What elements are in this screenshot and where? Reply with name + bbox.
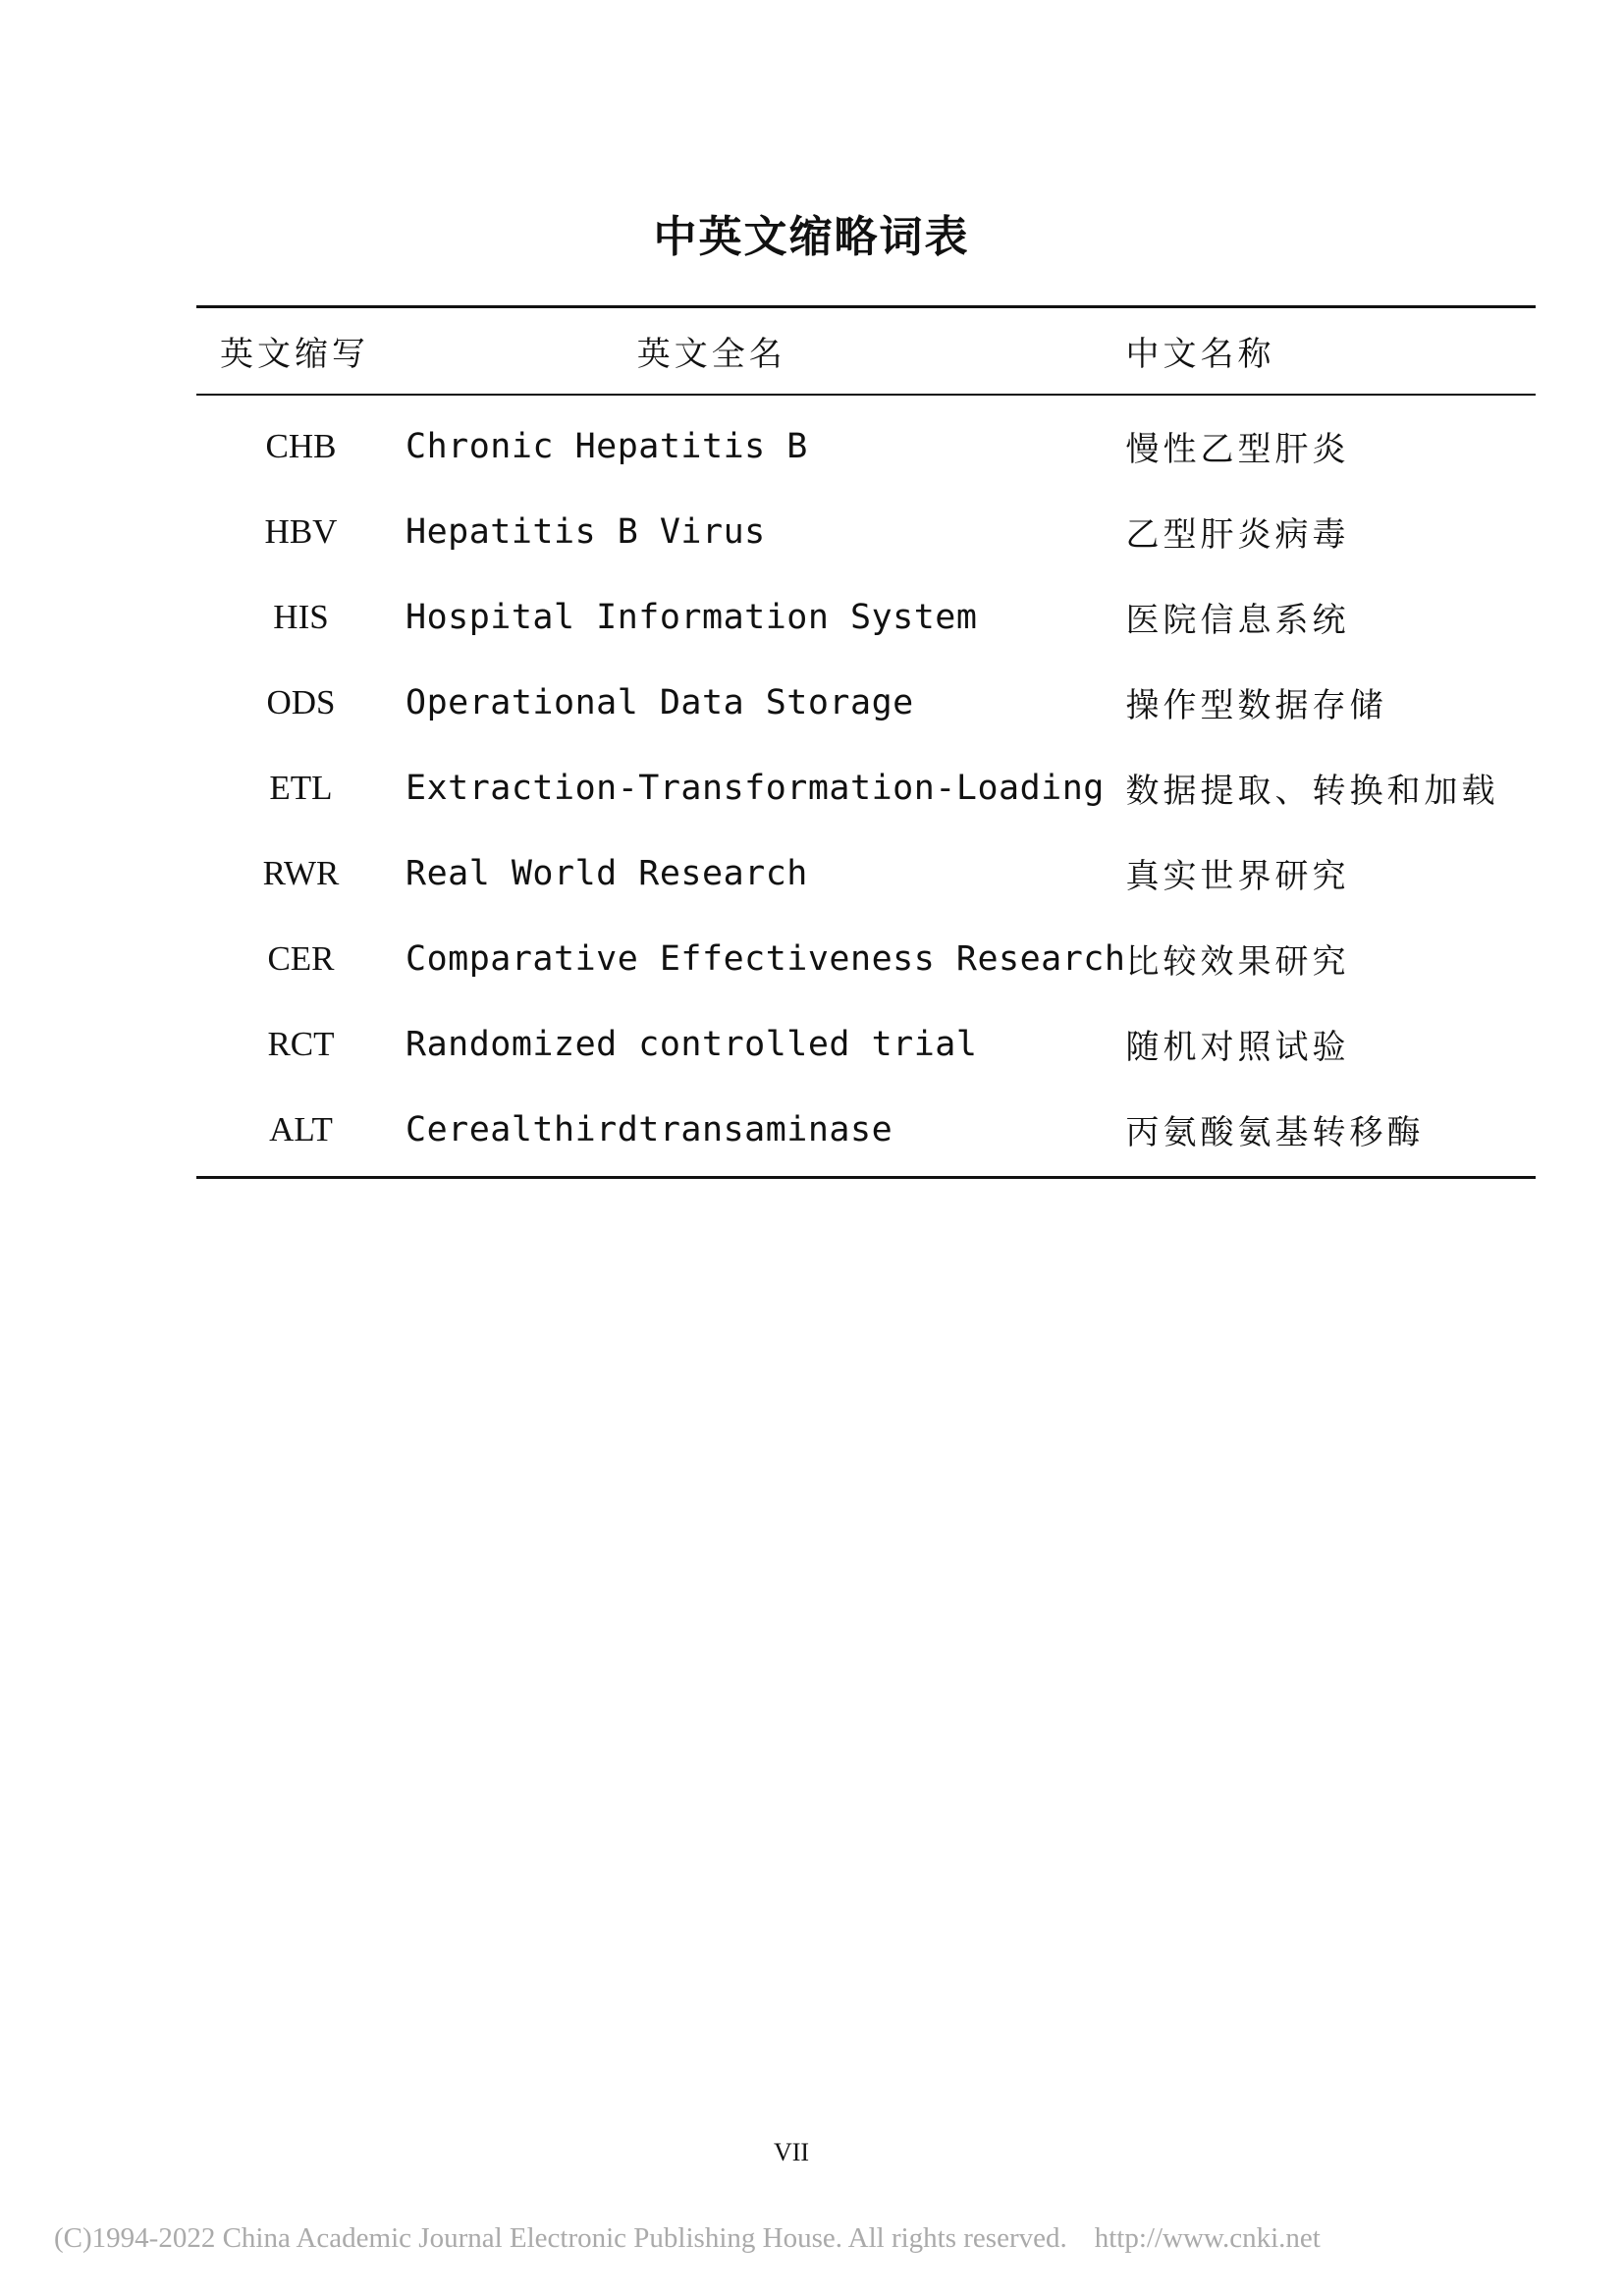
copyright-footer <box>54 2222 1321 2255</box>
row-full-name: Operational Data Storage <box>406 682 914 722</box>
table-row <box>196 1087 1536 1178</box>
row-abbreviation: CER <box>267 938 335 978</box>
table-header-row <box>196 307 1536 396</box>
header-abbreviation: 英文缩写 <box>196 307 406 396</box>
row-abbreviation: RCT <box>267 1024 335 1063</box>
row-abbreviation: HIS <box>273 597 329 636</box>
row-abbreviation: ETL <box>269 768 333 807</box>
abbreviation-table <box>196 305 1536 1179</box>
copyright-text: (C)1994-2022 China Academic Journal Electronic Publishing House. All rights reserved. <box>54 2222 1067 2254</box>
row-full-name: Randomized controlled trial <box>406 1024 978 1064</box>
row-abbreviation: CHB <box>265 426 337 465</box>
page-title: 中英文缩略词表 <box>653 212 970 262</box>
row-abbreviation: RWR <box>262 853 340 892</box>
row-chinese-name: 慢性乙型肝炎 <box>1125 430 1350 469</box>
row-chinese-name: 乙型肝炎病毒 <box>1125 515 1350 555</box>
row-chinese-name: 操作型数据存储 <box>1125 686 1387 725</box>
row-chinese-name: 数据提取、转换和加载 <box>1125 772 1499 811</box>
row-chinese-name: 医院信息系统 <box>1125 601 1350 640</box>
footer-url: http://www.cnki.net <box>1094 2222 1321 2254</box>
header-chinese-name: 中文名称 <box>1125 307 1536 396</box>
row-full-name: Hepatitis B Virus <box>406 511 766 552</box>
table-row <box>196 830 1536 916</box>
table-row <box>196 660 1536 745</box>
row-full-name: Cerealthirdtransaminase <box>406 1109 893 1149</box>
row-abbreviation: ALT <box>269 1109 333 1148</box>
page-number: VII <box>773 2138 810 2166</box>
row-abbreviation: HBV <box>264 511 338 551</box>
row-full-name: Extraction-Transformation-Loading <box>406 768 1105 808</box>
row-full-name: Chronic Hepatitis B <box>406 426 808 466</box>
row-chinese-name: 比较效果研究 <box>1125 942 1350 982</box>
row-full-name: Hospital Information System <box>406 597 978 637</box>
row-chinese-name: 丙氨酸氨基转移酶 <box>1125 1113 1425 1152</box>
table-row <box>196 745 1536 830</box>
table-row <box>196 574 1536 660</box>
row-abbreviation: ODS <box>266 682 336 721</box>
table-row <box>196 916 1536 1001</box>
table-row <box>196 489 1536 574</box>
row-full-name: Comparative Effectiveness Research <box>406 938 1126 979</box>
table-row <box>196 395 1536 489</box>
row-chinese-name: 真实世界研究 <box>1125 857 1350 896</box>
header-full-name: 英文全名 <box>406 307 1125 396</box>
row-full-name: Real World Research <box>406 853 808 893</box>
table-row <box>196 1001 1536 1087</box>
row-chinese-name: 随机对照试验 <box>1125 1028 1350 1067</box>
